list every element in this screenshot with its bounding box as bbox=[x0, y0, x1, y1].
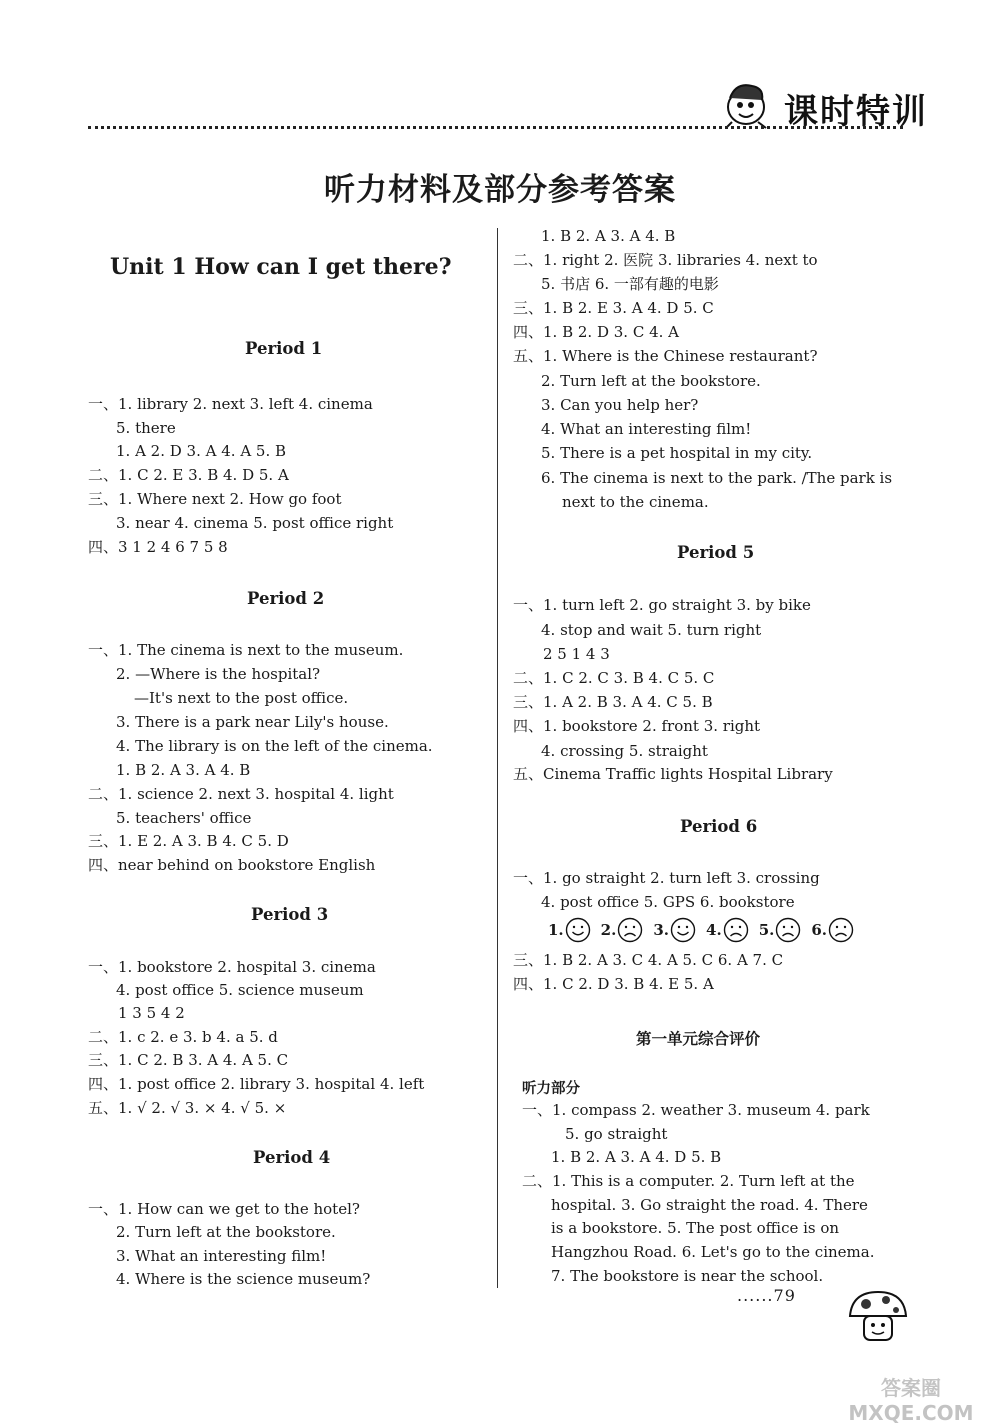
p4c-line-8: 3. Can you help her? bbox=[541, 396, 699, 414]
unit-title: Unit 1 How can I get there? bbox=[110, 254, 452, 280]
p1-line-2: 5. there bbox=[116, 419, 176, 437]
period-1-heading: Period 1 bbox=[245, 339, 323, 358]
p3-line-4: 二、1. c 2. e 3. b 4. a 5. d bbox=[88, 1028, 278, 1046]
mushroom-mascot-icon bbox=[842, 1288, 912, 1346]
p4c-line-12: next to the cinema. bbox=[562, 493, 709, 511]
p3-line-2: 4. post office 5. science museum bbox=[116, 981, 364, 999]
face-answer-3 bbox=[653, 917, 696, 943]
period-2-heading: Period 2 bbox=[247, 589, 325, 608]
p1-line-7: 四、3 1 2 4 6 7 5 8 bbox=[88, 538, 228, 556]
brand-title: 课时特训 bbox=[784, 92, 928, 132]
p1-line-6: 3. near 4. cinema 5. post office right bbox=[116, 514, 394, 532]
review-heading: 第一单元综合评价 bbox=[636, 1030, 761, 1048]
header-brand bbox=[718, 80, 928, 132]
review-line-8: 7. The bookstore is near the school. bbox=[551, 1267, 824, 1285]
p4c-line-1: 1. B 2. A 3. A 4. B bbox=[541, 227, 676, 245]
face-answer-5 bbox=[759, 917, 802, 943]
p5-line-1: 一、1. turn left 2. go straight 3. by bike bbox=[513, 596, 811, 614]
p4c-line-9: 4. What an interesting film! bbox=[541, 420, 752, 438]
p4c-line-2: 二、1. right 2. 医院 3. libraries 4. next to bbox=[513, 251, 818, 269]
page-number: ......79 bbox=[737, 1286, 796, 1305]
p5-line-5: 三、1. A 2. B 3. A 4. C 5. B bbox=[513, 693, 713, 711]
face-number: 2. bbox=[600, 921, 617, 939]
p2-line-9: 三、1. E 2. A 3. B 4. C 5. D bbox=[88, 832, 289, 850]
p5-line-3: 2 5 1 4 3 bbox=[543, 645, 610, 663]
period-4-heading: Period 4 bbox=[253, 1148, 331, 1167]
p3-line-3: 1 3 5 4 2 bbox=[118, 1004, 185, 1022]
face-number: 1. bbox=[548, 921, 564, 939]
face-number: 3. bbox=[653, 921, 670, 939]
period-6-heading: Period 6 bbox=[680, 817, 758, 836]
p2-line-7: 二、1. science 2. next 3. hospital 4. light bbox=[88, 785, 394, 803]
p2-line-10: 四、near behind on bookstore English bbox=[88, 856, 376, 874]
p2-line-1: 一、1. The cinema is next to the museum. bbox=[88, 641, 404, 659]
review-line-2: 5. go straight bbox=[565, 1125, 668, 1143]
listening-section-label: 听力部分 bbox=[522, 1081, 580, 1097]
frown-face-icon bbox=[828, 917, 854, 943]
smile-face-icon bbox=[565, 917, 591, 943]
face-answer-4 bbox=[706, 917, 749, 943]
p4c-line-7: 2. Turn left at the bookstore. bbox=[541, 372, 761, 390]
p4-line-4: 4. Where is the science museum? bbox=[116, 1270, 371, 1288]
review-line-1: 一、1. compass 2. weather 3. museum 4. park bbox=[522, 1101, 870, 1119]
p4c-line-6: 五、1. Where is the Chinese restaurant? bbox=[513, 347, 818, 365]
review-line-4: 二、1. This is a computer. 2. Turn left at the bbox=[522, 1172, 855, 1190]
p1-line-3: 1. A 2. D 3. A 4. A 5. B bbox=[116, 442, 287, 460]
review-line-7: Hangzhou Road. 6. Let's go to the cinema. bbox=[551, 1243, 875, 1261]
p4c-line-10: 5. There is a pet hospital in my city. bbox=[541, 444, 813, 462]
p4c-line-4: 三、1. B 2. E 3. A 4. D 5. C bbox=[513, 299, 714, 317]
p2-line-8: 5. teachers' office bbox=[116, 809, 252, 827]
p5-line-4: 二、1. C 2. C 3. B 4. C 5. C bbox=[513, 669, 715, 687]
p1-line-5: 三、1. Where next 2. How go foot bbox=[88, 490, 342, 508]
watermark-text: 答案圈 MXQE.COM bbox=[848, 1376, 974, 1425]
p3-line-5: 三、1. C 2. B 3. A 4. A 5. C bbox=[88, 1051, 289, 1069]
p4c-line-3: 5. 书店 6. 一部有趣的电影 bbox=[541, 275, 719, 293]
p4-line-3: 3. What an interesting film! bbox=[116, 1247, 327, 1265]
header-dotted-rule bbox=[88, 126, 903, 129]
face-answer-1 bbox=[548, 917, 591, 943]
face-answers bbox=[548, 917, 864, 943]
face-answer-2 bbox=[601, 917, 644, 943]
p2-line-2: 2. —Where is the hospital? bbox=[116, 665, 321, 683]
page-title: 听力材料及部分参考答案 bbox=[324, 172, 676, 208]
frown-face-icon bbox=[617, 917, 643, 943]
review-line-5: hospital. 3. Go straight the road. 4. There bbox=[551, 1196, 868, 1214]
p4c-line-11: 6. The cinema is next to the park. /The park is bbox=[541, 469, 893, 487]
p2-line-3: —It's next to the post office. bbox=[134, 689, 349, 707]
p2-line-6: 1. B 2. A 3. A 4. B bbox=[116, 761, 251, 779]
p4c-line-5: 四、1. B 2. D 3. C 4. A bbox=[513, 323, 679, 341]
mascot-icon bbox=[718, 80, 778, 130]
p5-line-6: 四、1. bookstore 2. front 3. right bbox=[513, 717, 761, 735]
p6-line-4: 四、1. C 2. D 3. B 4. E 5. A bbox=[513, 975, 714, 993]
p5-line-8: 五、Cinema Traffic lights Hospital Library bbox=[513, 765, 833, 783]
p4-line-1: 一、1. How can we get to the hotel? bbox=[88, 1200, 360, 1218]
frown-face-icon bbox=[775, 917, 801, 943]
p2-line-4: 3. There is a park near Lily's house. bbox=[116, 713, 389, 731]
period-5-heading: Period 5 bbox=[677, 543, 755, 562]
p3-line-7: 五、1. √ 2. √ 3. × 4. √ 5. × bbox=[88, 1099, 287, 1117]
p1-line-1: 一、1. library 2. next 3. left 4. cinema bbox=[88, 395, 373, 413]
p1-line-4: 二、1. C 2. E 3. B 4. D 5. A bbox=[88, 466, 289, 484]
p6-line-2: 4. post office 5. GPS 6. bookstore bbox=[541, 893, 795, 911]
p4-line-2: 2. Turn left at the bookstore. bbox=[116, 1223, 336, 1241]
face-number: 6. bbox=[811, 921, 828, 939]
face-number: 5. bbox=[758, 921, 775, 939]
review-line-3: 1. B 2. A 3. A 4. D 5. B bbox=[551, 1148, 722, 1166]
face-answer-6 bbox=[811, 917, 854, 943]
face-number: 4. bbox=[706, 921, 722, 939]
review-line-6: is a bookstore. 5. The post office is on bbox=[551, 1219, 840, 1237]
p2-line-5: 4. The library is on the left of the cinema. bbox=[116, 737, 433, 755]
p6-line-1: 一、1. go straight 2. turn left 3. crossing bbox=[513, 869, 820, 887]
p3-line-1: 一、1. bookstore 2. hospital 3. cinema bbox=[88, 958, 376, 976]
p3-line-6: 四、1. post office 2. library 3. hospital 4. left bbox=[88, 1075, 425, 1093]
column-divider bbox=[497, 228, 498, 1288]
frown-face-icon bbox=[723, 917, 749, 943]
p5-line-2: 4. stop and wait 5. turn right bbox=[541, 621, 762, 639]
p6-line-3: 三、1. B 2. A 3. C 4. A 5. C 6. A 7. C bbox=[513, 951, 784, 969]
p5-line-7: 4. crossing 5. straight bbox=[541, 742, 708, 760]
smile-face-icon bbox=[670, 917, 696, 943]
period-3-heading: Period 3 bbox=[251, 905, 329, 924]
